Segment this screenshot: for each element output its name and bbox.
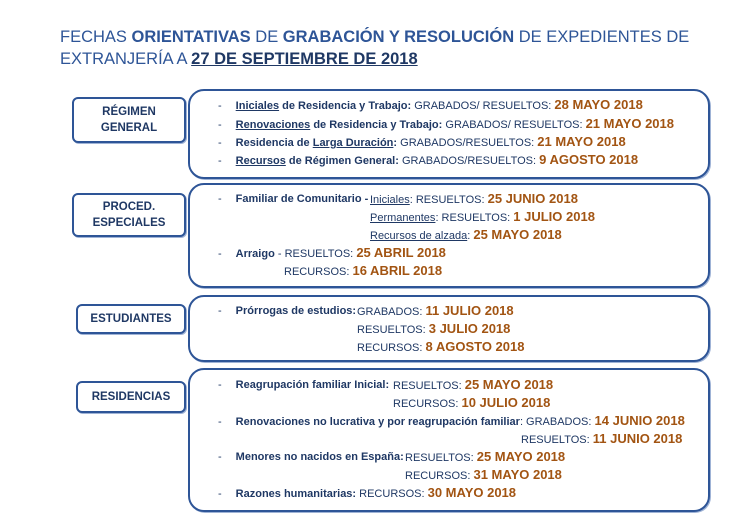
row-renovaciones-no-lucrativa: - Renovaciones no lucrativa y por reagrupación familiar: GRABADOS: 14 JUNIO 2018 bbox=[218, 413, 685, 428]
row-prorrogas-grabados: GRABADOS: 11 JULIO 2018 bbox=[357, 303, 514, 318]
row-reagrupacion: - Reagrupación familiar Inicial: bbox=[218, 379, 390, 391]
row-razones-humanitarias: - Razones humanitarias: RECURSOS: 30 MAYO 2018 bbox=[218, 485, 517, 500]
row-familiar-permanentes: Permanentes: RESUELTOS: 1 JULIO 2018 bbox=[370, 209, 595, 224]
row-reagrupacion-recursos: RECURSOS: 10 JULIO 2018 bbox=[393, 395, 551, 410]
label-estudiantes: ESTUDIANTES bbox=[76, 304, 186, 334]
row-familiar-comunitario: - Familiar de Comunitario - bbox=[218, 193, 369, 205]
row-reagrupacion-resueltos: RESUELTOS: 25 MAYO 2018 bbox=[393, 377, 554, 392]
row-menores-resueltos: RESUELTOS: 25 MAYO 2018 bbox=[405, 449, 566, 464]
row-renovaciones: - Renovaciones de Residencia y Trabajo: GRABADOS/ RESUELTOS: 21 MAYO 2018 bbox=[218, 116, 674, 131]
row-prorrogas-recursos: RECURSOS: 8 AGOSTO 2018 bbox=[357, 339, 525, 354]
label-residencias: RESIDENCIAS bbox=[76, 381, 186, 413]
row-prorrogas-resueltos: RESUELTOS: 3 JULIO 2018 bbox=[357, 321, 511, 336]
row-recursos: - Recursos de Régimen General: GRABADOS/RESUELTOS: 9 AGOSTO 2018 bbox=[218, 152, 639, 167]
row-menores-recursos: RECURSOS: 31 MAYO 2018 bbox=[405, 467, 562, 482]
row-arraigo-recursos: RECURSOS: 16 ABRIL 2018 bbox=[284, 263, 443, 278]
row-familiar-iniciales: Iniciales: RESUELTOS: 25 JUNIO 2018 bbox=[370, 191, 578, 206]
row-prorrogas: - Prórrogas de estudios: bbox=[218, 305, 357, 317]
label-proced-especiales: PROCED. ESPECIALES bbox=[72, 193, 186, 237]
row-arraigo: - Arraigo - RESUELTOS: 25 ABRIL 2018 bbox=[218, 245, 446, 260]
row-larga-duracion: - Residencia de Larga Duración: GRABADOS/RESUELTOS: 21 MAYO 2018 bbox=[218, 134, 626, 149]
row-menores: - Menores no nacidos en España: bbox=[218, 451, 404, 463]
row-familiar-recursos-alzada: Recursos de alzada: 25 MAYO 2018 bbox=[370, 227, 562, 242]
page-title: FECHAS ORIENTATIVAS DE GRABACIÓN Y RESOLUCIÓN DE EXPEDIENTES DE EXTRANJERÍA A 27 DE SEPTIEMBRE DE 2018 bbox=[60, 28, 690, 68]
label-regimen-general: RÉGIMEN GENERAL bbox=[72, 97, 186, 143]
row-iniciales: - Iniciales de Residencia y Trabajo: GRABADOS/ RESUELTOS: 28 MAYO 2018 bbox=[218, 97, 643, 112]
row-renovaciones-resueltos: RESUELTOS: 11 JUNIO 2018 bbox=[521, 431, 683, 446]
